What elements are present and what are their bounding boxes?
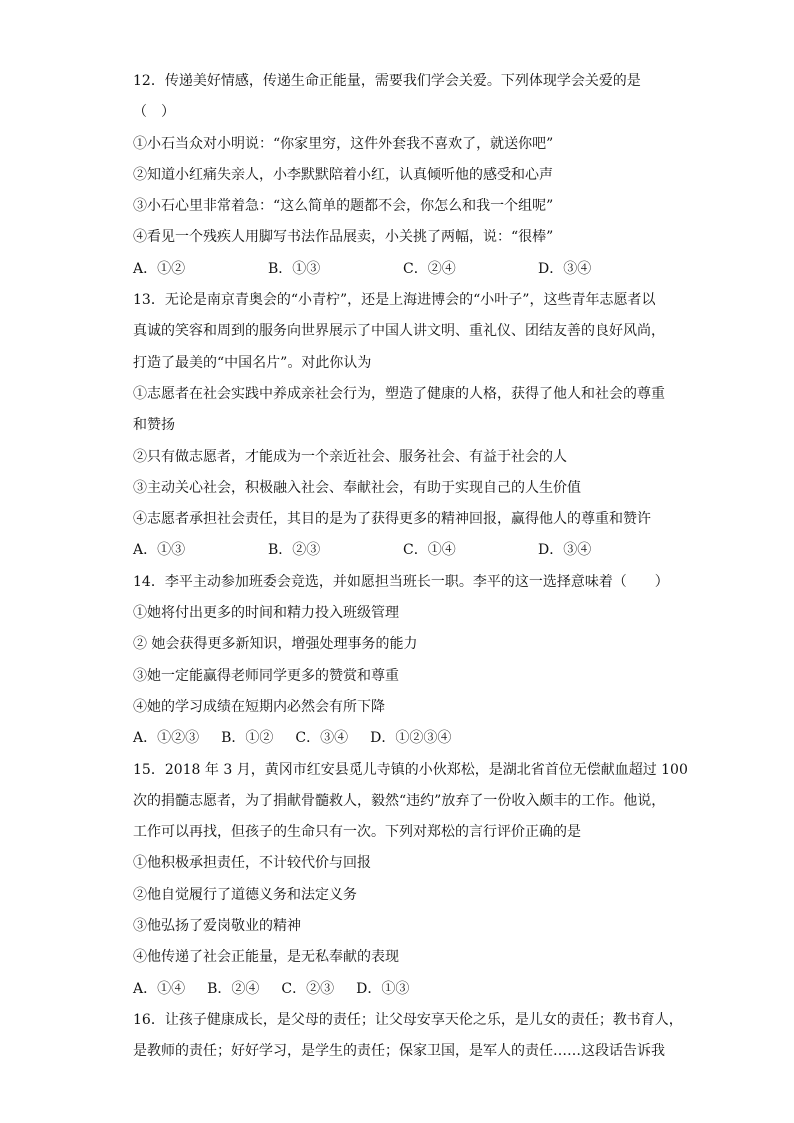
option-b[interactable]: B．②④ [207, 980, 260, 997]
statement-item: ④看见一个残疾人用脚写书法作品展卖，小关挑了两幅，说：“很棒” [133, 229, 554, 246]
statement-item: ③小石心里非常着急：“这么简单的题都不会，你怎么和我一个组呢” [133, 198, 554, 215]
question-stem: 是教师的责任；好好学习，是学生的责任；保家卫国，是军人的责任……这段话告诉我 [133, 1043, 665, 1060]
answer-options [133, 974, 673, 1005]
statement-item: ②只有做志愿者，才能成为一个亲近社会、服务社会、有益于社会的人 [133, 448, 567, 465]
statement-item: ② 她会获得更多新知识，增强处理事务的能力 [133, 636, 418, 653]
statement-item: ①志愿者在社会实践中养成亲社会行为，塑造了健康的人格，获得了他人和社会的尊重 [133, 385, 665, 402]
option-d[interactable]: D．①②③④ [370, 730, 452, 747]
question-stem: 14．李平主动参加班委会竞选，并如愿担当班长一职。李平的这一选择意味着（ ） [133, 573, 669, 590]
statement-item: 和赞扬 [133, 417, 175, 434]
option-b[interactable]: B．②③ [268, 542, 321, 559]
question-12 [133, 66, 673, 285]
option-b[interactable]: B．①③ [268, 260, 321, 277]
option-c[interactable]: C．②④ [403, 260, 456, 277]
option-d[interactable]: D．①③ [356, 980, 410, 997]
question-stem: 打造了最美的“中国名片”。对此你认为 [133, 354, 372, 371]
option-a[interactable]: A．①②③ [133, 730, 200, 747]
option-c[interactable]: C．③④ [295, 730, 349, 747]
option-c[interactable]: C．①④ [403, 542, 456, 559]
statement-item: ③她一定能赢得老师同学更多的赞赏和尊重 [133, 667, 399, 684]
statement-item: ①她将付出更多的时间和精力投入班级管理 [133, 605, 399, 622]
statement-item: ②他自觉履行了道德义务和法定义务 [133, 886, 357, 903]
question-stem: 16．让孩子健康成长，是父母的责任；让父母安享天伦之乐，是儿女的责任；教书育人， [133, 1011, 683, 1028]
question-stem: 次的捐髓志愿者，为了捐献骨髓救人，毅然“违约”放弃了一份收入颇丰的工作。他说， [133, 792, 666, 809]
answer-options [133, 254, 673, 285]
question-stem: 工作可以再找，但孩子的生命只有一次。下列对郑松的言行评价正确的是 [133, 824, 581, 841]
statement-item: ④志愿者承担社会责任，其目的是为了获得更多的精神回报，赢得他人的尊重和赞许 [133, 511, 651, 528]
option-c[interactable]: C．②③ [281, 980, 335, 997]
statement-item: ④她的学习成绩在短期内必然会有所下降 [133, 698, 385, 715]
option-a[interactable]: A．①④ [133, 980, 186, 997]
answer-options [133, 723, 673, 754]
statement-item: ②知道小红痛失亲人，小李默默陪着小红，认真倾听他的感受和心声 [133, 166, 553, 183]
question-stem: 真诚的笑容和周到的服务向世界展示了中国人讲文明、重礼仪、团结友善的良好风尚， [133, 323, 665, 340]
option-b[interactable]: B．①② [221, 730, 274, 747]
question-16 [133, 1005, 683, 1068]
question-stem: 13．无论是南京青奥会的“小青柠”，还是上海进博会的“小叶子”，这些青年志愿者以 [133, 292, 656, 309]
question-15 [133, 755, 688, 1005]
question-stem: 12．传递美好情感，传递生命正能量，需要我们学会关爱。下列体现学会关爱的是 [133, 73, 641, 89]
statement-item: ③他弘扬了爱岗敬业的精神 [133, 918, 301, 935]
option-a[interactable]: A．①② [133, 260, 186, 277]
question-14 [133, 567, 673, 755]
question-list [133, 66, 688, 1068]
answer-bracket: （ ） [133, 104, 175, 121]
question-stem: 15．2018 年 3 月，黄冈市红安县觅儿寺镇的小伙郑松，是湖北省首位无偿献血超过 100 [133, 761, 688, 778]
statement-item: ④他传递了社会正能量，是无私奉献的表现 [133, 949, 399, 966]
statement-item: ①小石当众对小明说：“你家里穷，这件外套我不喜欢了，就送你吧” [133, 135, 554, 152]
statement-item: ③主动关心社会，积极融入社会、奉献社会，有助于实现自己的人生价值 [133, 479, 581, 496]
option-d[interactable]: D．③④ [538, 542, 592, 559]
option-a[interactable]: A．①③ [133, 542, 186, 559]
option-d[interactable]: D．③④ [538, 260, 592, 277]
question-13 [133, 285, 673, 567]
statement-item: ①他积极承担责任，不计较代价与回报 [133, 855, 371, 872]
answer-options [133, 535, 673, 566]
